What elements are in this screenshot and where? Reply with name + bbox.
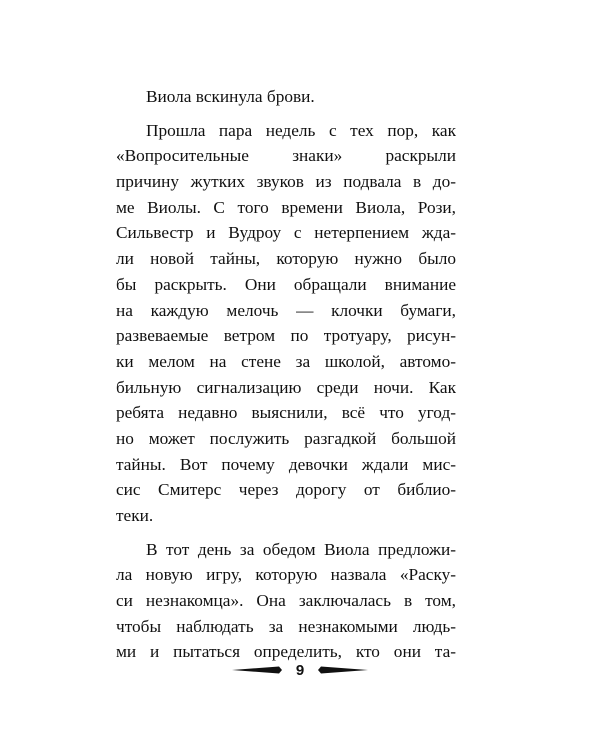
text-line: си незнакомца». Она заключалась в том, <box>116 591 456 611</box>
text-line: сис Смитерс через дорогу от библио- <box>116 480 456 500</box>
text-line: на каждую мелочь — клочки бумаги, <box>116 300 456 320</box>
text-line: ки мелом на стене за школой, автомо- <box>116 351 456 371</box>
text-line: В тот день за обедом Виола предложи- <box>146 539 456 559</box>
text-line: Виола вскинула брови. <box>146 87 315 106</box>
page-footer <box>0 660 600 680</box>
text-line: ла новую игру, которую назвала «Раску- <box>116 565 456 585</box>
text-line: ми и пытаться определить, кто они та- <box>116 642 456 662</box>
text-line: но может послужить разгадкой большой <box>116 428 456 448</box>
text-line: бы раскрыть. Они обращали внимание <box>116 274 456 294</box>
text-line: тайны. Вот почему девочки ждали мис- <box>116 454 456 474</box>
text-line: Сильвестр и Вудроу с нетерпением жда- <box>116 223 456 243</box>
text-line: ребята недавно выяснили, всё что угод- <box>116 403 456 423</box>
paragraph-2 <box>116 118 456 529</box>
text-line: бильную сигнализацию среди ночи. Как <box>116 377 456 397</box>
text-line: Прошла пара недель с тех пор, как <box>146 120 456 140</box>
text-line: ли новой тайны, которую нужно было <box>116 249 456 269</box>
left-ornament-icon <box>232 664 282 676</box>
text-line: развеваемые ветром по тротуару, рисун- <box>116 326 456 346</box>
text-line: чтобы наблюдать за незнакомыми людь- <box>116 616 456 636</box>
page-number: 9 <box>295 661 305 679</box>
body-text <box>116 84 456 665</box>
paragraph-1 <box>116 84 456 110</box>
paragraph-3 <box>116 537 456 665</box>
text-line: теки. <box>116 506 154 525</box>
text-line: «Вопросительные знаки» раскрыли <box>116 146 456 166</box>
text-line: причину жутких звуков из подвала в до- <box>116 172 456 192</box>
right-ornament-icon <box>318 664 368 676</box>
text-line: ме Виолы. С того времени Виола, Рози, <box>116 197 456 217</box>
